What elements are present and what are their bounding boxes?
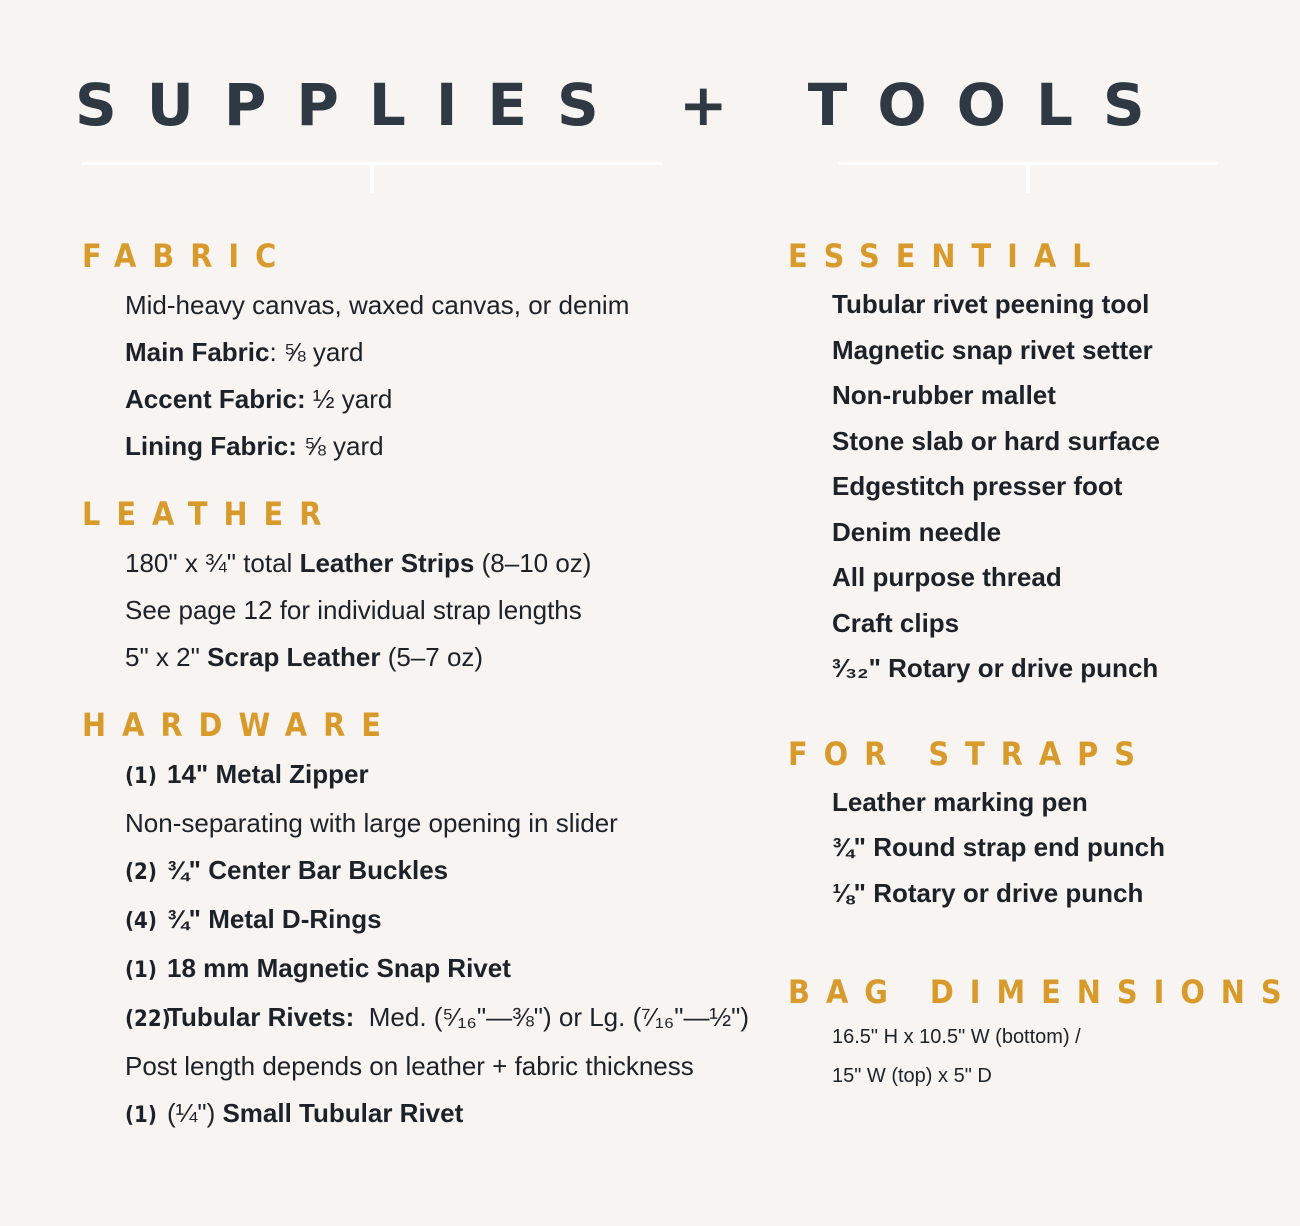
- list-item: [82, 800, 722, 847]
- hardware-section: [82, 705, 750, 1139]
- lining-fabric-value: ⅝ yard: [296, 431, 384, 461]
- bag-dimensions-heading: BAG DIMENSIONS: [788, 973, 1298, 1011]
- supplies-column: [82, 236, 750, 1139]
- lining-fabric-label: Lining Fabric:: [125, 431, 297, 461]
- right-divider-tick: [1026, 165, 1030, 193]
- list-item: ⅛" Rotary or drive punch: [832, 877, 1144, 908]
- d-rings-label: ¾" Metal D-Rings: [167, 904, 382, 934]
- post-length-note: Post length depends on leather + fabric thickness: [125, 1051, 694, 1081]
- list-item: All purpose thread: [832, 562, 1062, 592]
- list-item: Craft clips: [832, 607, 960, 638]
- quantity: (1): [125, 1103, 157, 1128]
- scrap-leather-label: Scrap Leather: [207, 642, 381, 672]
- list-item: [82, 634, 722, 681]
- quantity: (2): [125, 860, 157, 885]
- leather-heading: LEATHER: [82, 495, 338, 533]
- list-item: 16.5" H x 10.5" W (bottom) /: [832, 1026, 1081, 1048]
- list-item: Non-rubber mallet: [832, 380, 1056, 410]
- list-item: [82, 423, 722, 470]
- quantity: (22): [125, 1007, 171, 1032]
- leather-strips-label: Leather Strips: [299, 548, 475, 578]
- for-straps-section: [788, 734, 1228, 917]
- essential-list: [788, 282, 1228, 692]
- list-item: [82, 587, 722, 634]
- list-item: [82, 751, 722, 800]
- list-item: 15" W (top) x 5" D: [832, 1065, 992, 1087]
- list-item: [82, 540, 722, 587]
- essential-section: [788, 236, 1228, 692]
- list-item: ¾" Round strap end punch: [832, 832, 1165, 862]
- hardware-list: [82, 751, 750, 1139]
- strips-suffix: (8–10 oz): [474, 548, 592, 578]
- list-item: [82, 376, 722, 423]
- tubular-rivets-label: Tubular Rivets:: [167, 1002, 355, 1032]
- scrap-prefix: 5" x 2": [125, 642, 208, 672]
- list-item: Edgestitch presser foot: [832, 471, 1123, 501]
- fabric-list: [82, 282, 722, 470]
- small-rivet-size: (¼"): [167, 1098, 223, 1128]
- list-item: [82, 282, 722, 329]
- list-item: [82, 1090, 722, 1139]
- scrap-suffix: (5–7 oz): [380, 642, 484, 672]
- buckles-label: ¾" Center Bar Buckles: [167, 855, 449, 885]
- list-item: Tubular rivet peening tool: [832, 289, 1150, 319]
- list-item: Magnetic snap rivet setter: [832, 334, 1153, 365]
- main-fabric-value: : ⅝ yard: [269, 337, 364, 367]
- main-fabric-label: Main Fabric: [125, 337, 270, 367]
- zipper-label: 14" Metal Zipper: [167, 759, 369, 789]
- fabric-heading: FABRIC: [82, 237, 293, 275]
- list-item: [82, 994, 750, 1043]
- for-straps-list: [788, 780, 1228, 917]
- leather-section: [82, 494, 722, 681]
- zipper-note: Non-separating with large opening in slider: [125, 808, 618, 838]
- bag-dimensions-section: [788, 972, 1298, 1096]
- list-item: Leather marking pen: [832, 786, 1088, 817]
- quantity: (4): [125, 909, 157, 934]
- list-item: [82, 847, 722, 896]
- tools-column: [788, 236, 1298, 1096]
- quantity: (1): [125, 958, 157, 983]
- essential-heading: ESSENTIAL: [788, 237, 1107, 275]
- bag-dimensions-list: [788, 1018, 1228, 1096]
- fabric-section: [82, 236, 722, 470]
- list-item: Stone slab or hard surface: [832, 425, 1160, 456]
- page-title: SUPPLIES + TOOLS: [75, 71, 1175, 139]
- accent-fabric-value: ½ yard: [305, 384, 393, 414]
- quantity: (1): [125, 764, 157, 789]
- snap-rivet-label: 18 mm Magnetic Snap Rivet: [167, 953, 511, 983]
- left-divider-tick: [370, 165, 374, 193]
- tubular-rivets-sizes: Med. (⁵⁄₁₆"—⅜") or Lg. (⁷⁄₁₆"—½"): [354, 1002, 750, 1032]
- list-item: [82, 329, 722, 376]
- see-page-note: See page 12 for individual strap lengths: [125, 595, 582, 625]
- list-item: [82, 896, 722, 945]
- list-item: ³⁄₃₂" Rotary or drive punch: [832, 653, 1159, 683]
- list-item: [82, 1043, 722, 1090]
- leather-list: [82, 540, 722, 681]
- strips-prefix: 180" x ¾" total: [125, 548, 300, 578]
- for-straps-heading: FOR STRAPS: [788, 734, 1151, 773]
- accent-fabric-label: Accent Fabric:: [125, 384, 306, 414]
- hardware-heading: HARDWARE: [82, 706, 397, 744]
- fabric-type-text: Mid-heavy canvas, waxed canvas, or denim: [125, 290, 630, 320]
- list-item: Denim needle: [832, 516, 1002, 547]
- list-item: [82, 945, 722, 994]
- small-rivet-label: Small Tubular Rivet: [222, 1098, 464, 1128]
